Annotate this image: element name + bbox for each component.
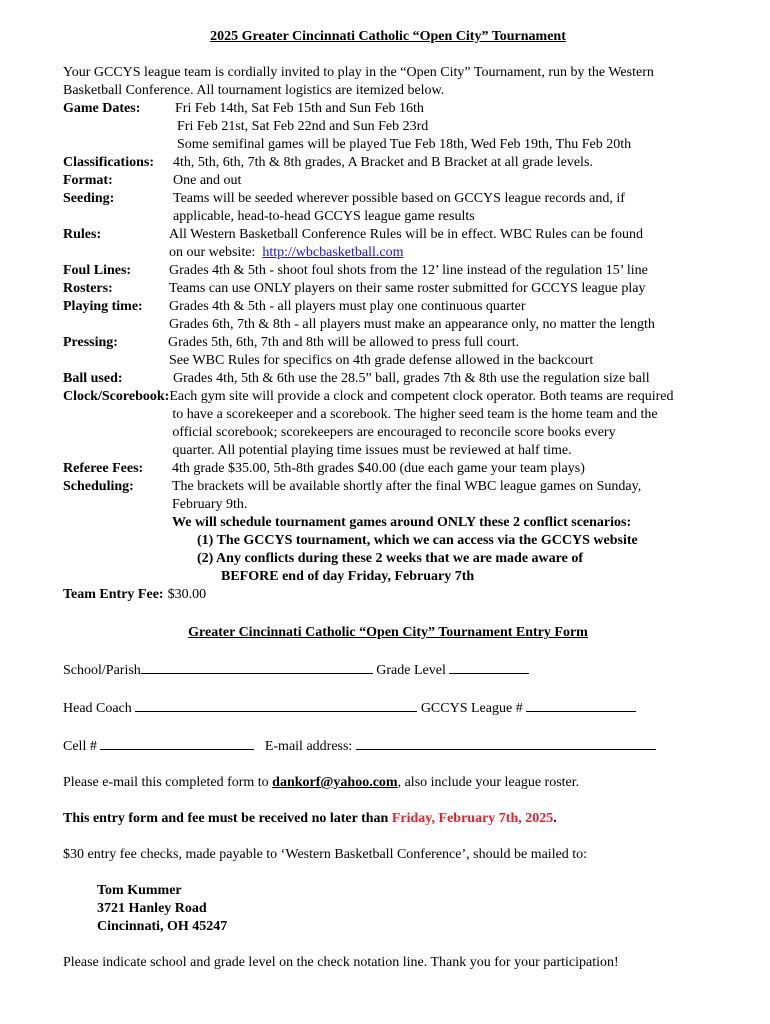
mailing-address xyxy=(97,882,713,936)
foul-lines-line: Grades 4th & 5th - shoot foul shots from the 12’ line instead of the regulation 15’ line xyxy=(169,263,648,278)
cell-input[interactable] xyxy=(100,736,254,750)
rules-value xyxy=(169,226,713,262)
conflict-heading: We will schedule tournament games around ONLY these 2 conflict scenarios: xyxy=(172,515,632,530)
ball-used-row xyxy=(63,370,713,388)
email-instructions xyxy=(63,774,713,792)
entry-form-title: Greater Cincinnati Catholic “Open City” Tournament Entry Form xyxy=(188,625,588,640)
cell-label: Cell # xyxy=(63,739,97,754)
intro-line: Basketball Conference. All tournament logistics are itemized below. xyxy=(63,83,445,98)
foul-lines-label: Foul Lines: xyxy=(63,263,132,278)
entry-fee-value: $30.00 xyxy=(167,587,207,602)
league-input[interactable] xyxy=(526,698,636,712)
clock-scorebook-value xyxy=(169,388,713,460)
wbc-website-link[interactable]: http://wbcbasketball.com xyxy=(262,245,404,260)
playing-time-value xyxy=(169,298,713,334)
email-instructions-suffix: , also include your league roster. xyxy=(397,775,580,790)
document xyxy=(63,28,713,972)
playing-time-line: Grades 4th & 5th - all players must play one continuous quarter xyxy=(169,299,526,314)
format-value xyxy=(173,172,713,190)
clock-scorebook-line: official scorebook; scorekeepers are encouraged to reconcile score books every xyxy=(172,425,616,440)
seeding-label: Seeding: xyxy=(63,191,115,206)
classifications-line: 4th, 5th, 6th, 7th & 8th grades, A Bracket and B Bracket at all grade levels. xyxy=(173,155,593,170)
format-line: One and out xyxy=(173,173,242,188)
deadline-prefix: This entry form and fee must be received no later than xyxy=(63,811,392,826)
pressing-line: See WBC Rules for specifics on 4th grade defense allowed in the backcourt xyxy=(169,353,594,368)
rules-row xyxy=(63,226,713,262)
rules-website-line xyxy=(169,244,713,262)
classifications-value xyxy=(173,154,713,172)
game-dates-line: Some semifinal games will be played Tue Feb 18th, Wed Feb 19th, Thu Feb 20th xyxy=(177,137,632,152)
deadline-suffix: . xyxy=(553,811,557,826)
school-grade-line xyxy=(63,660,713,680)
seeding-line: Teams will be seeded wherever possible based on GCCYS league records and, if xyxy=(173,191,625,206)
game-dates-label: Game Dates: xyxy=(63,101,141,116)
cell-email-line xyxy=(63,736,713,756)
conflict-deadline: BEFORE end of day Friday, February 7th xyxy=(221,569,475,584)
clock-scorebook-label: Clock/Scorebook: xyxy=(63,389,170,404)
clock-scorebook-line: quarter. All potential playing time issues must be reviewed at half time. xyxy=(172,443,572,458)
rules-label: Rules: xyxy=(63,227,102,242)
rules-line: All Western Basketball Conference Rules will be in effect. WBC Rules can be found xyxy=(169,227,643,242)
page-title: 2025 Greater Cincinnati Catholic “Open City” Tournament xyxy=(210,29,566,44)
ball-used-value xyxy=(173,370,713,388)
game-dates-row xyxy=(63,100,713,154)
format-label: Format: xyxy=(63,173,113,188)
address-street: 3721 Hanley Road xyxy=(97,901,207,916)
contact-email[interactable]: dankorf@yahoo.com xyxy=(272,775,398,790)
deadline-notice xyxy=(63,810,713,828)
grade-input[interactable] xyxy=(449,660,529,674)
seeding-value xyxy=(173,190,713,226)
school-input[interactable] xyxy=(141,660,373,674)
seeding-line: applicable, head-to-head GCCYS league game results xyxy=(173,209,475,224)
email-instructions-prefix: Please e-mail this completed form to xyxy=(63,775,273,790)
pressing-line: Grades 5th, 6th, 7th and 8th will be allowed to press full court. xyxy=(168,335,520,350)
school-label: School/Parish xyxy=(63,663,141,678)
referee-fees-label: Referee Fees: xyxy=(63,461,144,476)
seeding-row xyxy=(63,190,713,226)
closing-note: Please indicate school and grade level on the check notation line. Thank you for your participation! xyxy=(63,955,619,970)
scheduling-label: Scheduling: xyxy=(63,479,134,494)
scheduling-row xyxy=(63,478,713,586)
deadline-date: Friday, February 7th, 2025 xyxy=(391,811,554,826)
ball-used-line: Grades 4th, 5th & 6th use the 28.5” ball, grades 7th & 8th use the regulation size ball xyxy=(173,371,650,386)
email-input[interactable] xyxy=(356,736,656,750)
entry-fee-label: Team Entry Fee: xyxy=(63,587,164,602)
format-row xyxy=(63,172,713,190)
scheduling-value xyxy=(172,478,713,586)
playing-time-row xyxy=(63,298,713,334)
playing-time-label: Playing time: xyxy=(63,299,143,314)
playing-time-line: Grades 6th, 7th & 8th - all players must make an appearance only, no matter the length xyxy=(169,317,655,332)
league-label: GCCYS League # xyxy=(420,701,523,716)
referee-fees-value xyxy=(172,460,713,478)
intro-paragraph xyxy=(63,64,713,100)
ball-used-label: Ball used: xyxy=(63,371,123,386)
scheduling-line: February 9th. xyxy=(172,497,248,512)
foul-lines-value xyxy=(169,262,713,280)
clock-scorebook-line: to have a scorekeeper and a scorebook. The higher seed team is the home team and the xyxy=(172,407,658,422)
checks-instructions: $30 entry fee checks, made payable to ‘Western Basketball Conference’, should be mailed to: xyxy=(63,847,588,862)
conflict-scenario: (1) The GCCYS tournament, which we can access via the GCCYS website xyxy=(197,533,638,548)
pressing-value xyxy=(168,334,713,370)
pressing-row xyxy=(63,334,713,370)
game-dates-line: Fri Feb 21st, Sat Feb 22nd and Sun Feb 23rd xyxy=(177,119,429,134)
referee-fees-row xyxy=(63,460,713,478)
game-dates-value xyxy=(175,100,713,154)
clock-scorebook-row xyxy=(63,388,713,460)
intro-line: Your GCCYS league team is cordially invited to play in the “Open City” Tournament, run by the Western xyxy=(63,65,654,80)
rosters-label: Rosters: xyxy=(63,281,113,296)
email-label: E-mail address: xyxy=(264,739,353,754)
rosters-line: Teams can use ONLY players on their same roster submitted for GCCYS league play xyxy=(169,281,646,296)
entry-fee-row xyxy=(63,586,713,604)
game-dates-line: Fri Feb 14th, Sat Feb 15th and Sun Feb 16th xyxy=(175,101,424,116)
coach-league-line xyxy=(63,698,713,718)
rosters-row xyxy=(63,280,713,298)
foul-lines-row xyxy=(63,262,713,280)
rules-website-prefix: on our website: xyxy=(169,245,263,260)
address-city: Cincinnati, OH 45247 xyxy=(97,919,228,934)
grade-label: Grade Level xyxy=(376,663,446,678)
coach-label: Head Coach xyxy=(63,701,132,716)
pressing-label: Pressing: xyxy=(63,335,118,350)
referee-fees-line: 4th grade $35.00, 5th-8th grades $40.00 (due each game your team plays) xyxy=(172,461,585,476)
conflict-scenario: (2) Any conflicts during these 2 weeks that we are made aware of xyxy=(197,551,583,566)
scheduling-line: The brackets will be available shortly after the final WBC league games on Sunday, xyxy=(172,479,642,494)
classifications-row xyxy=(63,154,713,172)
clock-scorebook-line: Each gym site will provide a clock and competent clock operator. Both teams are required xyxy=(169,389,674,404)
classifications-label: Classifications: xyxy=(63,155,154,170)
rosters-value xyxy=(169,280,713,298)
coach-input[interactable] xyxy=(135,698,417,712)
address-name: Tom Kummer xyxy=(97,883,182,898)
